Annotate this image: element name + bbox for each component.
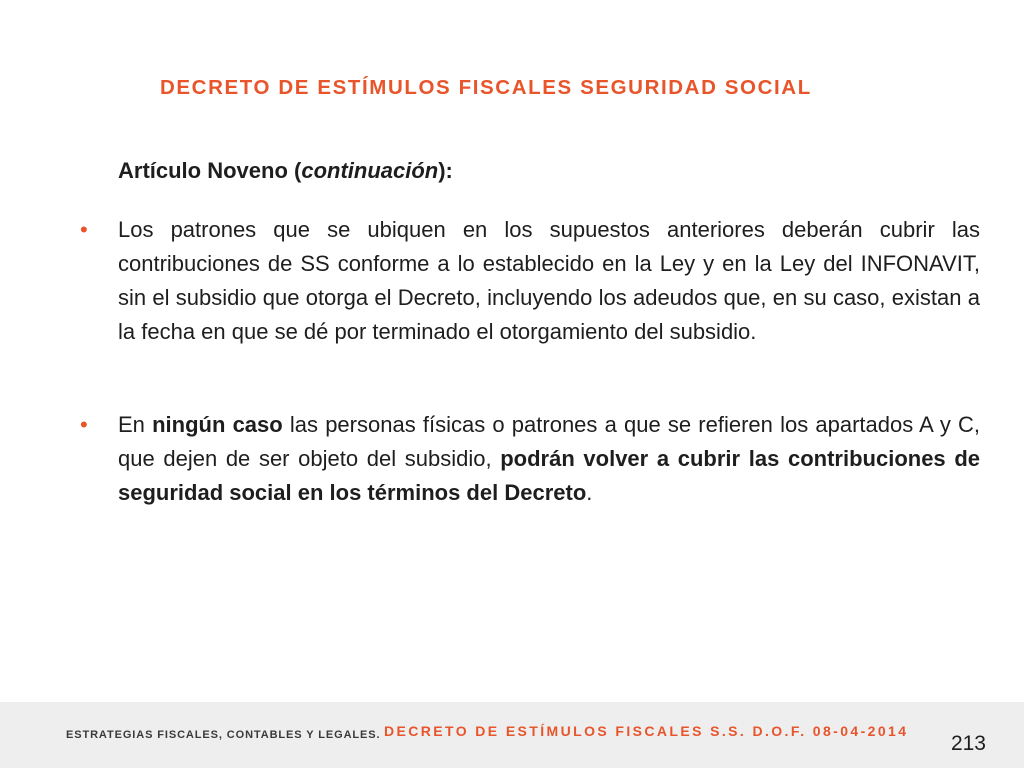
article-subheading bbox=[118, 158, 453, 184]
bullet-marker: • bbox=[80, 217, 88, 242]
bullet-2-bold1: ningún caso bbox=[152, 412, 283, 437]
bullet-1-text: Los patrones que se ubiquen en los supuestos anteriores deberán cubrir las contribuciones de SS conforme a lo establecido en la Ley y en la Ley del INFONAVIT, sin el subsidio que otorga el Decreto, incluyendo los adeudos que, en su caso, existan a la fecha en que se dé por terminado el otorgamiento del subsidio. bbox=[118, 217, 980, 344]
bullet-2-part2: las personas físicas o patrones a que se refieren los apartados A y C, que dejen de ser objeto del subsidio, bbox=[118, 412, 980, 471]
bullet-2-bold2: podrán volver a cubrir las contribuciones de seguridad social en los términos del Decreto bbox=[118, 446, 980, 505]
bullet-item-1 bbox=[80, 213, 980, 349]
footer-decree-reference: DECRETO DE ESTÍMULOS FISCALES S.S. D.O.F. 08-04-2014 bbox=[384, 723, 909, 739]
bullet-2-part3: . bbox=[586, 480, 593, 505]
bullet-2-part1: En bbox=[118, 412, 153, 437]
subheading-italic: continuación bbox=[301, 158, 439, 183]
bullet-item-2 bbox=[80, 408, 980, 510]
subheading-main: Artículo Noveno ( bbox=[118, 158, 302, 183]
footer-company: ESTRATEGIAS FISCALES, CONTABLES Y LEGALES. bbox=[66, 729, 381, 741]
slide-title: DECRETO DE ESTÍMULOS FISCALES SEGURIDAD SOCIAL bbox=[160, 76, 812, 99]
page-number: 213 bbox=[950, 732, 986, 755]
subheading-tail: ): bbox=[438, 158, 453, 183]
bullet-marker: • bbox=[80, 412, 88, 437]
